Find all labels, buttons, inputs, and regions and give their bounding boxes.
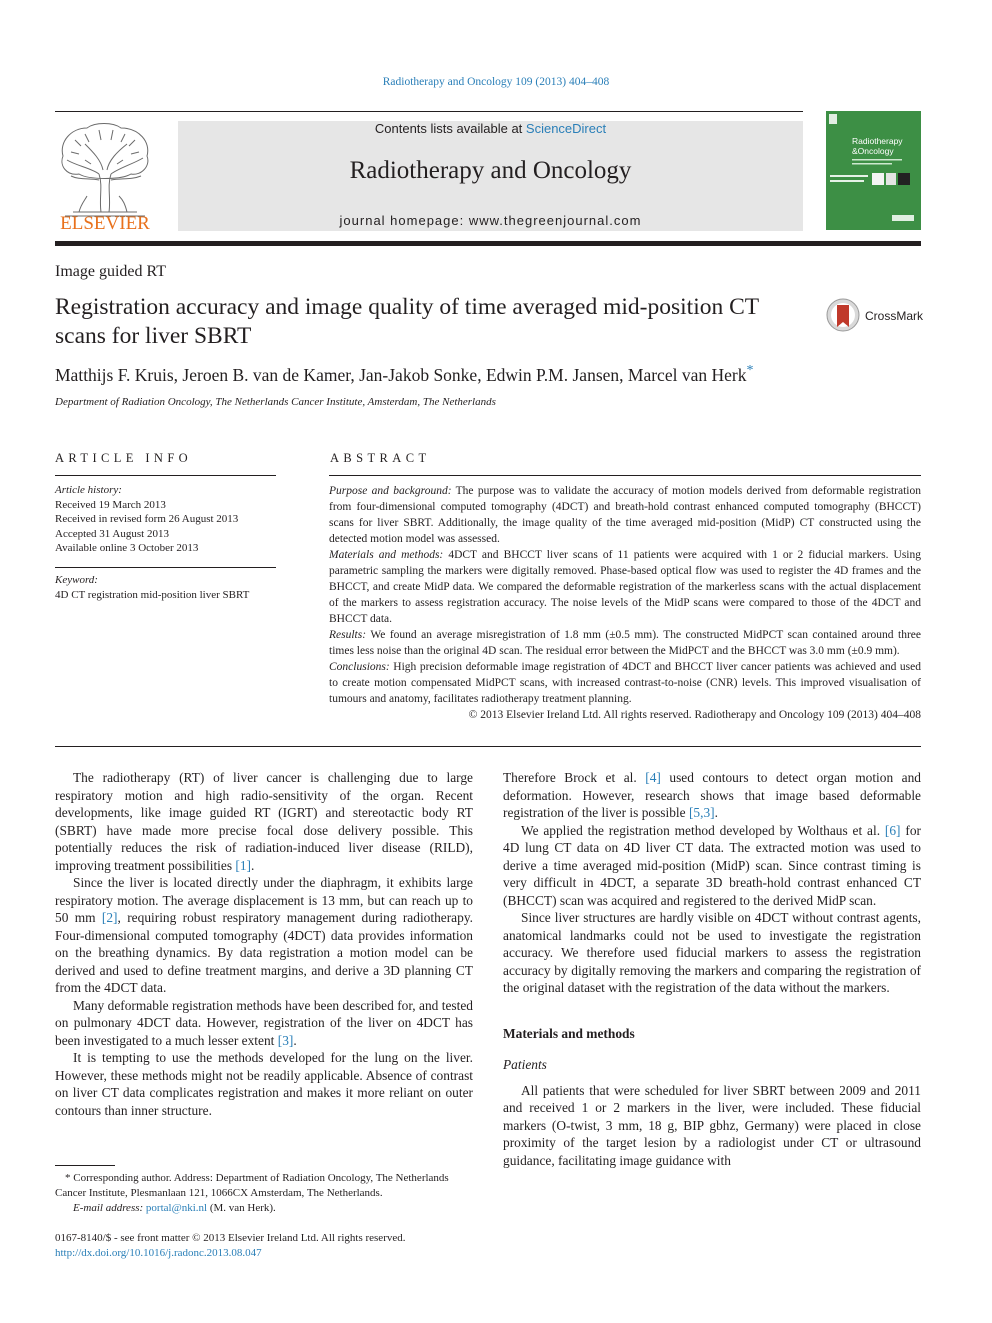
history-label: Article history: <box>55 484 122 496</box>
article-info-heading: ARTICLE INFO <box>55 451 193 465</box>
journal-title: Radiotherapy and Oncology <box>349 157 632 184</box>
abstract-background-text: The purpose was to validate the accuracy of motion models derived from deformable registration from four-dimensional computed tomography (4DCT) and breath-hold contrast enhanced computed tomography (BHCCT) scans for liver SBRT. Additionally, the image quality of the time averaged mid-position (MidP) CT constructed using the detected motion model was assessed. <box>329 485 921 545</box>
sciencedirect-link[interactable]: ScienceDirect <box>525 121 607 136</box>
journal-cover-image <box>826 111 921 230</box>
body-paragraph: Since the liver is located directly under the diaphragm, it exhibits large respiratory motion. The average displacement is 13 mm, but can reach up to 50 mm [2], requiring robust respiratory management during radiotherapy. Four-dimensional computed tomography (4DCT) data provides information on the breathing dynamics. By data registration a motion model can be derived and used to define treatment margins, and derive a 3D planning CT from the 4DCT data. <box>55 875 473 995</box>
contents-prefix: Contents lists available at <box>374 121 526 136</box>
elsevier-tree-icon <box>55 120 155 232</box>
journal-citation[interactable]: Radiotherapy and Oncology 109 (2013) 404–408 <box>382 76 610 88</box>
reference-link[interactable]: [4] <box>645 770 661 785</box>
history-received: Received 19 March 2013 <box>55 498 166 511</box>
bottom-meta <box>55 1231 406 1261</box>
corresponding-author-mark[interactable]: * <box>746 363 754 378</box>
footnote-rule <box>55 1165 115 1166</box>
abstract-methods-text: 4DCT and BHCCT liver scans of 11 patients were acquired with 1 or 2 fiducial markers. Using parametric sampling the markers were digitally removed. Phase-based optical flow was used to register the 4D frames and the BHCCT, and create MidP data. We compared the deformable registration of the markerless scans with the actual displacement of the markers to assess registration accuracy. The noise levels of the MidP scans were compared to those of the 4DCT and BHCCT data. <box>329 549 921 625</box>
abstract-heading: ABSTRACT <box>330 451 431 465</box>
reference-link[interactable]: [5,3] <box>688 805 715 820</box>
history-revised: Received in revised form 26 August 2013 <box>55 513 239 525</box>
body-paragraph: Since liver structures are hardly visible on 4DCT without contrast agents, anatomical landmarks could not be used to investigate the registration accuracy. We therefore used fiducial markers to assess the registration accuracy by digitally removing the markers and comparing the registration of the original dataset with the registration of the data without the markers. <box>503 910 921 995</box>
body-paragraph: Many deformable registration methods have been described for, and tested on pulmonary 4DCT data. However, registration of the liver on 4DCT has been investigated to a much lesser extent [3]. <box>55 997 473 1048</box>
reference-link[interactable]: [3] <box>277 1032 294 1048</box>
abstract-results <box>329 627 921 659</box>
email-label: E-mail address: <box>73 1202 144 1214</box>
body-paragraph: It is tempting to use the methods developed for the lung on the liver. However, these methods might not be readily applicable. Absence of contrast on liver CT data complicates registration and makes it more reliant on outer contours than inner structure. <box>55 1050 473 1118</box>
crossmark-icon <box>826 297 926 333</box>
keyword-rule <box>55 567 276 568</box>
abstract-methods-label: Materials and methods: <box>329 549 444 561</box>
keyword-label: Keyword: <box>55 574 98 586</box>
doi-link[interactable]: http://dx.doi.org/10.1016/j.radonc.2013.08.047 <box>55 1247 262 1259</box>
footnote-email <box>55 1201 473 1216</box>
history-accepted: Accepted 31 August 2013 <box>55 527 169 540</box>
keyword-list: 4D CT registration mid-position liver SBRT <box>55 588 250 601</box>
email-link[interactable]: portal@nki.nl <box>145 1202 208 1214</box>
journal-cover-thumbnail[interactable] <box>826 111 921 230</box>
author-list <box>55 363 753 386</box>
section-heading-methods: Materials and methods <box>503 1025 635 1041</box>
crossmark-badge[interactable] <box>826 297 926 333</box>
abstract-results-text: We found an average misregistration of 1.8 mm (±0.5 mm). The constructed MidPCT scan contained around three times less noise than the original 4D scan. The residual error between the MidPCT and the BHCCT was 3.0 mm (±0.9 mm). <box>329 629 921 657</box>
abstract-bottom-rule <box>55 746 921 747</box>
abstract-conclusions <box>329 659 921 707</box>
subsection-heading-patients: Patients <box>503 1057 547 1072</box>
issn-line: 0167-8140/$ - see front matter © 2013 Elsevier Ireland Ltd. All rights reserved. <box>55 1232 406 1244</box>
body-paragraph: Therefore Brock et al. [4] used contours to detect organ motion and deformation. However, research shows that image based deformable registration of the liver is possible [5,3]. <box>503 770 922 820</box>
abstract-methods <box>329 547 921 627</box>
contents-line <box>178 121 803 137</box>
keywords-block <box>55 573 249 602</box>
journal-homepage[interactable]: journal homepage: www.thegreenjournal.com <box>339 213 642 228</box>
reference-link[interactable]: [6] <box>884 822 901 838</box>
abstract-rule <box>329 475 921 476</box>
cover-title-line2: &Oncology <box>852 146 894 156</box>
abstract-conclusions-label: Conclusions: <box>329 661 390 673</box>
footnote-corresponding <box>55 1171 473 1201</box>
article-history <box>55 483 238 556</box>
abstract-conclusions-text: High precision deformable image registration of 4DCT and BHCCT liver cancer patients was achieved and used to create motion compensated MidPCT scans, with increased contrast-to-noise (CNR) levels. This improved visualisation of tumours and anatomy, facilitates radiotherapy treatment planning. <box>329 661 921 705</box>
cover-title-line1: Radiotherapy <box>852 136 903 146</box>
journal-header-box <box>178 121 803 231</box>
footnote-text: Corresponding author. Address: Department of Radiation Oncology, The Netherlands Cancer Institute, Plesmanlaan 121, 1066CX Amsterdam, The Netherlands. <box>55 1172 449 1199</box>
abstract-body <box>329 483 921 723</box>
body-paragraph: All patients that were scheduled for liver SBRT between 2009 and 2011 and received 1 or 2 markers in the liver, were included. These fiducial markers (O-twist, 3 mm, 18 g, BIP gbhz, Germany) were placed in close proximity of the target lesion by a radiologist under CT or ultrasound guidance, facilitating image guidance with <box>503 1082 921 1168</box>
author-names: Matthijs F. Kruis, Jeroen B. van de Kamer, Jan-Jakob Sonke, Edwin P.M. Jansen, Marcel van Herk <box>55 364 747 385</box>
header-thick-rule <box>55 241 921 246</box>
email-tail: (M. van Herk). <box>207 1202 276 1214</box>
affiliation: Department of Radiation Oncology, The Netherlands Cancer Institute, Amsterdam, The Netherlands <box>55 396 496 408</box>
article-title: Registration accuracy and image quality of time averaged mid-position CT scans for liver SBRT <box>55 294 759 349</box>
footnote-mark: * <box>65 1172 71 1184</box>
body-paragraph: We applied the registration method developed by Wolthaus et al. [6] for 4D lung CT data on 4D liver CT data. The extracted motion was used to derive a time averaged mid-position (MidP) scan. Since contrast timing is very difficult in 4DCT, a separate 3D breath-hold contrast enhanced CT (BHCCT) scan was acquired and registered to the derived MidP scan. <box>503 822 921 908</box>
history-online: Available online 3 October 2013 <box>55 542 199 554</box>
footnote <box>55 1171 473 1216</box>
abstract-copyright: © 2013 Elsevier Ireland Ltd. All rights reserved. Radiotherapy and Oncology 109 (2013) 404–408 <box>468 709 921 721</box>
body-column-left <box>55 769 473 1119</box>
abstract-results-label: Results: <box>329 629 367 641</box>
reference-link[interactable]: [1] <box>235 857 252 873</box>
article-info-rule <box>55 475 276 476</box>
header-rule <box>55 111 803 112</box>
elsevier-logo <box>55 120 155 232</box>
abstract-background <box>329 483 921 547</box>
crossmark-label: CrossMark <box>865 309 924 323</box>
body-paragraph: The radiotherapy (RT) of liver cancer is challenging due to large respiratory motion and high radio-sensitivity of the organ. Recent developments, like image guided RT (IGRT) and stereotactic body RT (SBRT) have made more precise focal dose delivery possible. This potentially reduces the risk of radiation-induced liver disease (RILD), improving treatment possibilities [1]. <box>55 770 473 873</box>
abstract-background-label: Purpose and background: <box>329 485 452 497</box>
article-section: Image guided RT <box>55 263 167 280</box>
elsevier-wordmark: ELSEVIER <box>60 213 150 232</box>
reference-link[interactable]: [2] <box>101 910 118 925</box>
body-column-right <box>503 769 921 1169</box>
